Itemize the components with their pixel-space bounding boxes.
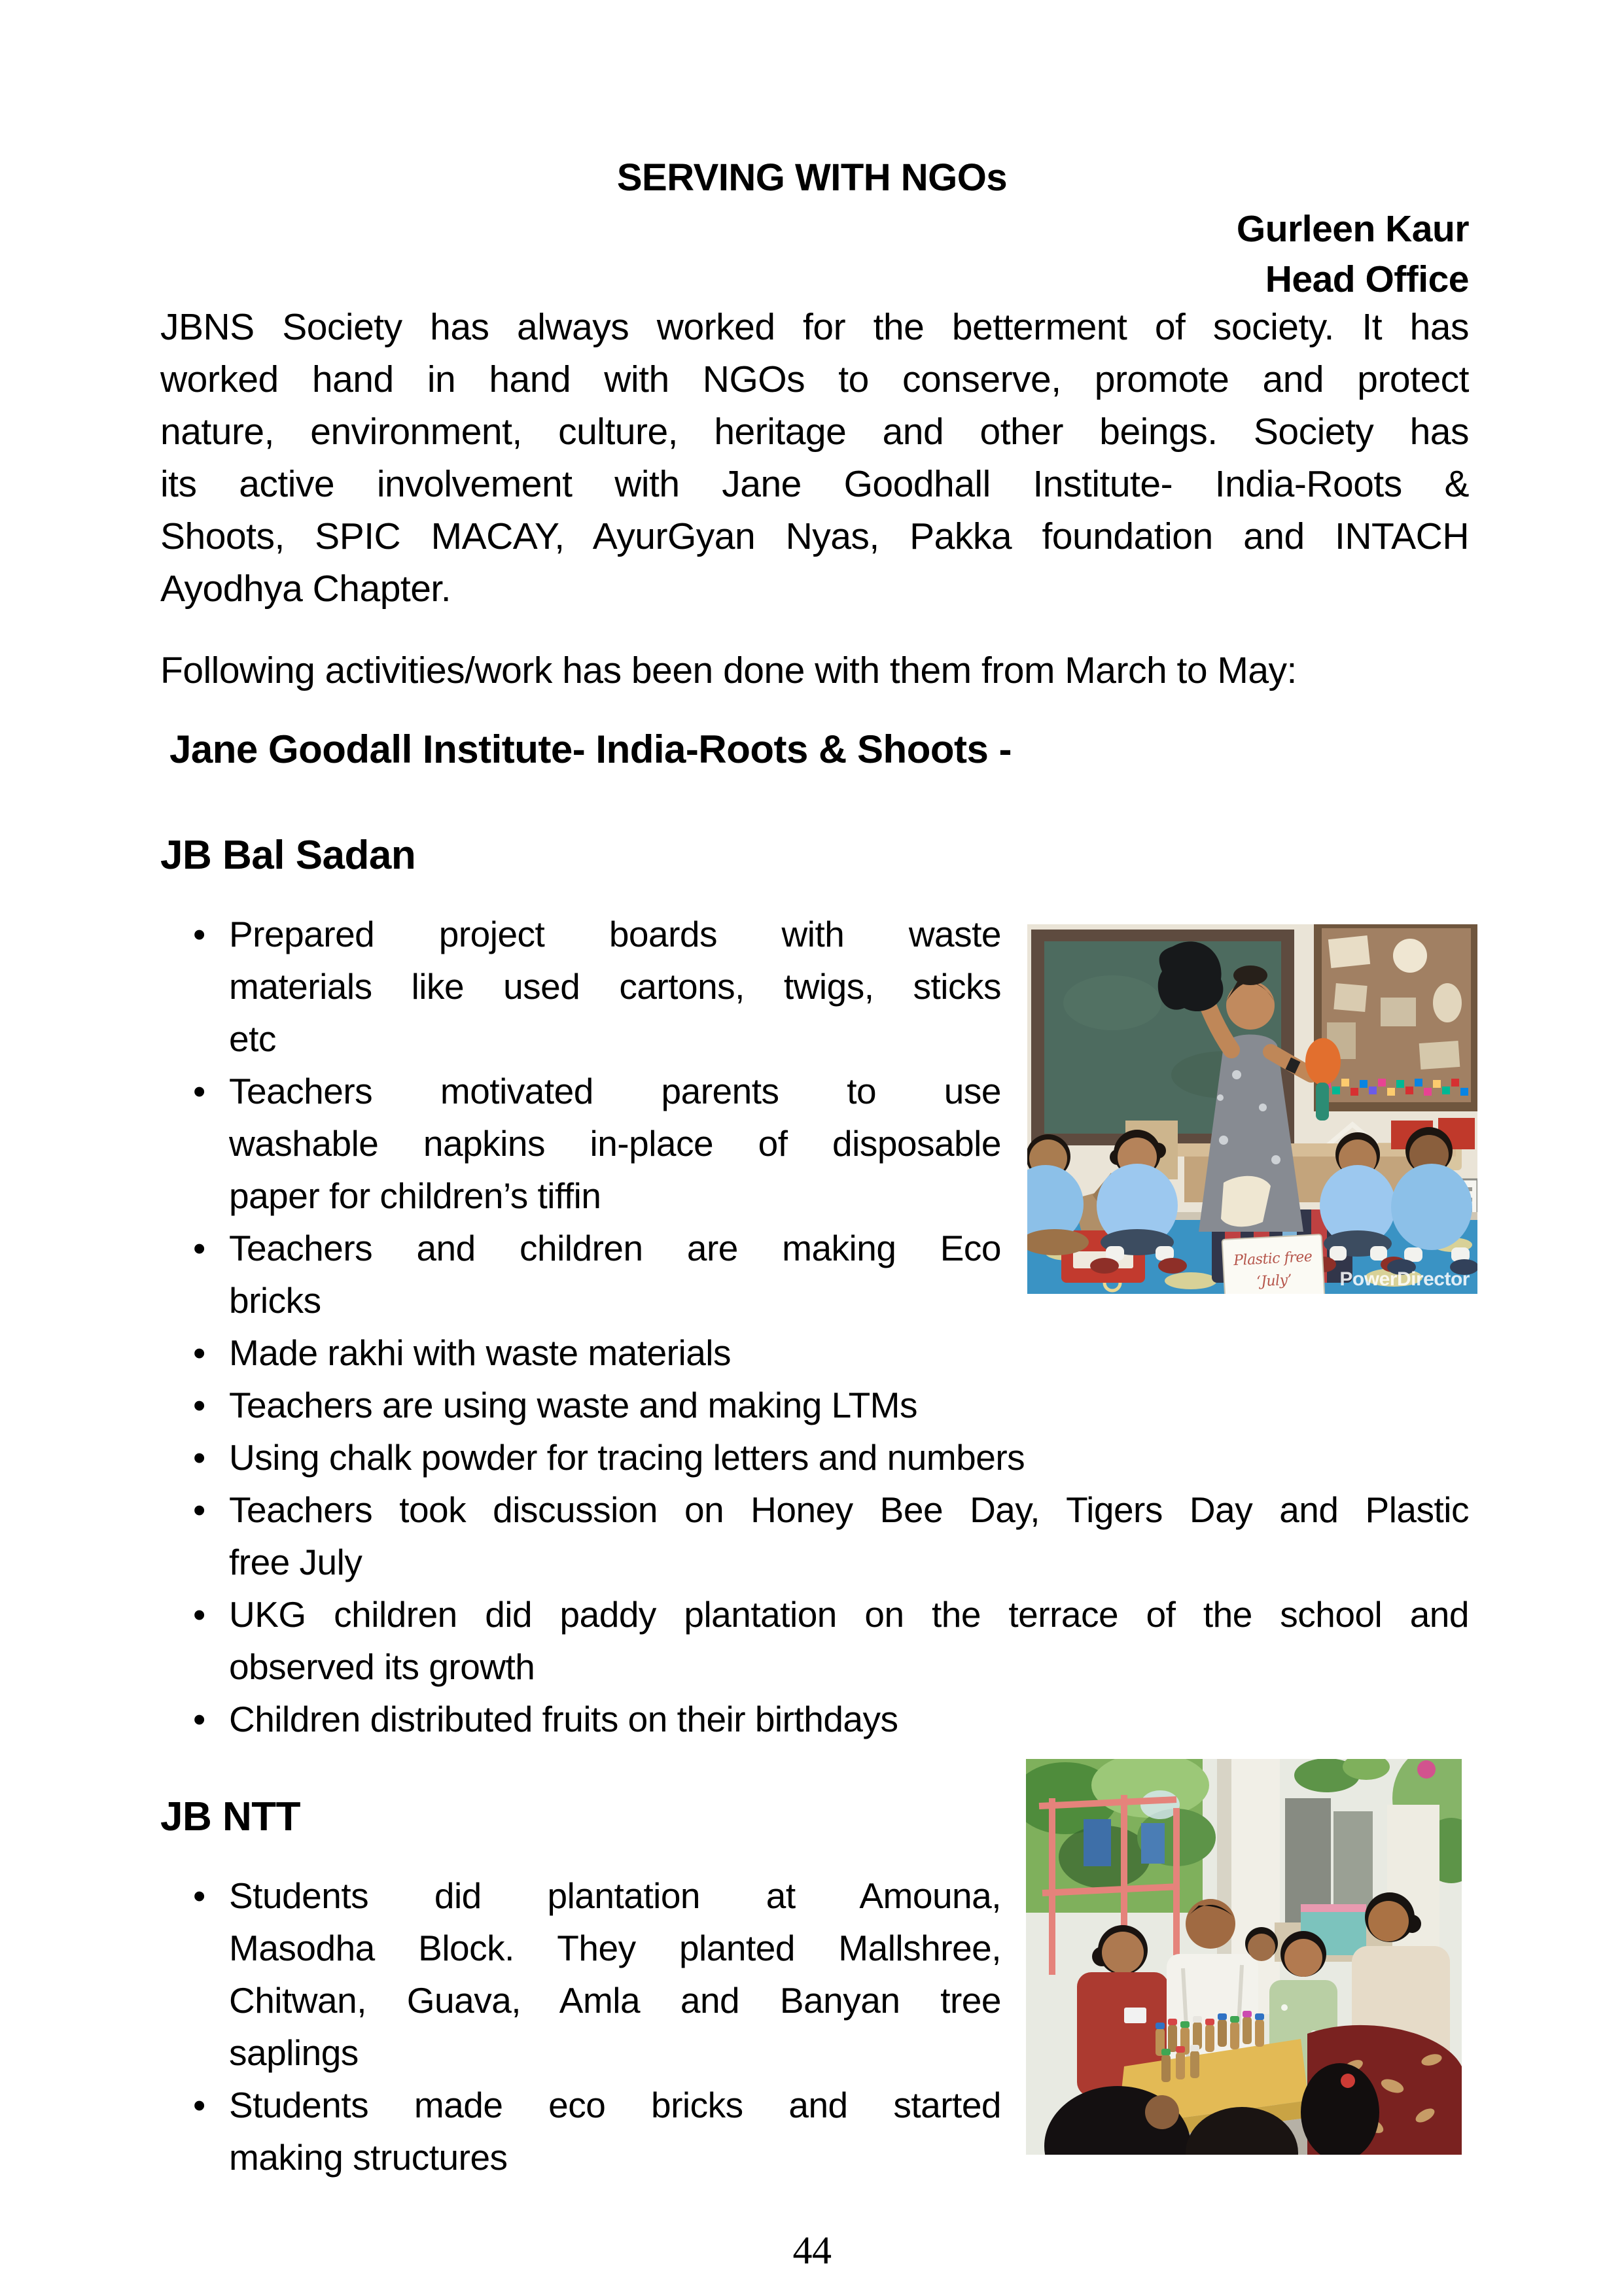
org-heading: Jane Goodall Institute- India-Roots & Shoots - — [169, 727, 1012, 771]
page-number: 44 — [792, 2229, 832, 2272]
list-item: • Students did plantation at Amouna, Masodha Block. They planted Mallshree, Chitwan, Guava, Amla and Banyan tree saplings — [160, 1870, 1469, 2079]
intro-paragraph — [160, 301, 1469, 615]
svg-text:Plastic free: Plastic free — [1233, 1248, 1313, 1270]
list-item: • Using chalk powder for tracing letters and numbers — [160, 1431, 1469, 1484]
photo-ntt-group-activity — [1026, 1759, 1462, 2155]
list-item: • Teachers motivated parents to use washable napkins in-place of disposable paper for children’s tiffin — [160, 1065, 1469, 1222]
byline — [1237, 204, 1469, 305]
intro-line: nature, environment, culture, heritage and other beings. Society has — [160, 411, 1469, 453]
list-item: • Teachers are using waste and making LTMs — [160, 1379, 1469, 1431]
watermark-text: PowerDirector — [1339, 1268, 1470, 1290]
bulletin-board — [1314, 924, 1477, 1111]
bullet-icon: • — [193, 914, 205, 954]
list-item: • Made rakhi with waste materials — [160, 1327, 1469, 1379]
intro-line: JBNS Society has always worked for the betterment of society. It has — [160, 306, 1469, 348]
list-item: • UKG children did paddy plantation on the terrace of the school and observed its growth — [160, 1588, 1469, 1693]
intro-line: Ayodhya Chapter. — [160, 568, 451, 610]
plastic-free-sign — [1222, 1234, 1325, 1294]
bullet-icon: • — [193, 1228, 205, 1268]
bullet-icon: • — [193, 1071, 205, 1111]
list-item: • Prepared project boards with waste materials like used cartons, twigs, sticks etc — [160, 908, 1469, 1065]
page-title: SERVING WITH NGOs — [616, 156, 1008, 199]
bullet-icon: • — [193, 1875, 205, 1916]
list-item: • Teachers took discussion on Honey Bee Day, Tigers Day and Plastic free July — [160, 1484, 1469, 1588]
activities-note: Following activities/work has been done with them from March to May: — [160, 650, 1297, 691]
section-heading-jb-bal-sadan: JB Bal Sadan — [160, 833, 416, 878]
list-item: • Teachers and children are making Eco bricks — [160, 1222, 1469, 1327]
bullet-icon: • — [193, 1332, 205, 1373]
byline-author: Gurleen Kaur — [1236, 208, 1469, 250]
section-heading-jb-ntt: JB NTT — [160, 1794, 300, 1839]
bullet-icon: • — [193, 1385, 205, 1425]
list-item: • Students made eco bricks and started making structures — [160, 2079, 1469, 2183]
bullet-icon: • — [193, 1437, 205, 1478]
bullet-icon: • — [193, 1699, 205, 1739]
bullet-icon: • — [193, 1594, 205, 1635]
bullet-icon: • — [193, 1489, 205, 1530]
svg-text:‘July’: ‘July’ — [1256, 1272, 1292, 1291]
intro-line: worked hand in hand with NGOs to conserve, promote and protect — [160, 358, 1469, 400]
intro-line: its active involvement with Jane Goodhall Institute- India-Roots & — [160, 463, 1469, 505]
byline-role: Head Office — [1265, 258, 1469, 300]
list-item: • Children distributed fruits on their birthdays — [160, 1693, 1469, 1745]
intro-line: Shoots, SPIC MACAY, AyurGyan Nyas, Pakka foundation and INTACH — [160, 515, 1469, 557]
photo-classroom-activity — [1027, 924, 1477, 1294]
bullet-icon: • — [193, 2085, 205, 2125]
